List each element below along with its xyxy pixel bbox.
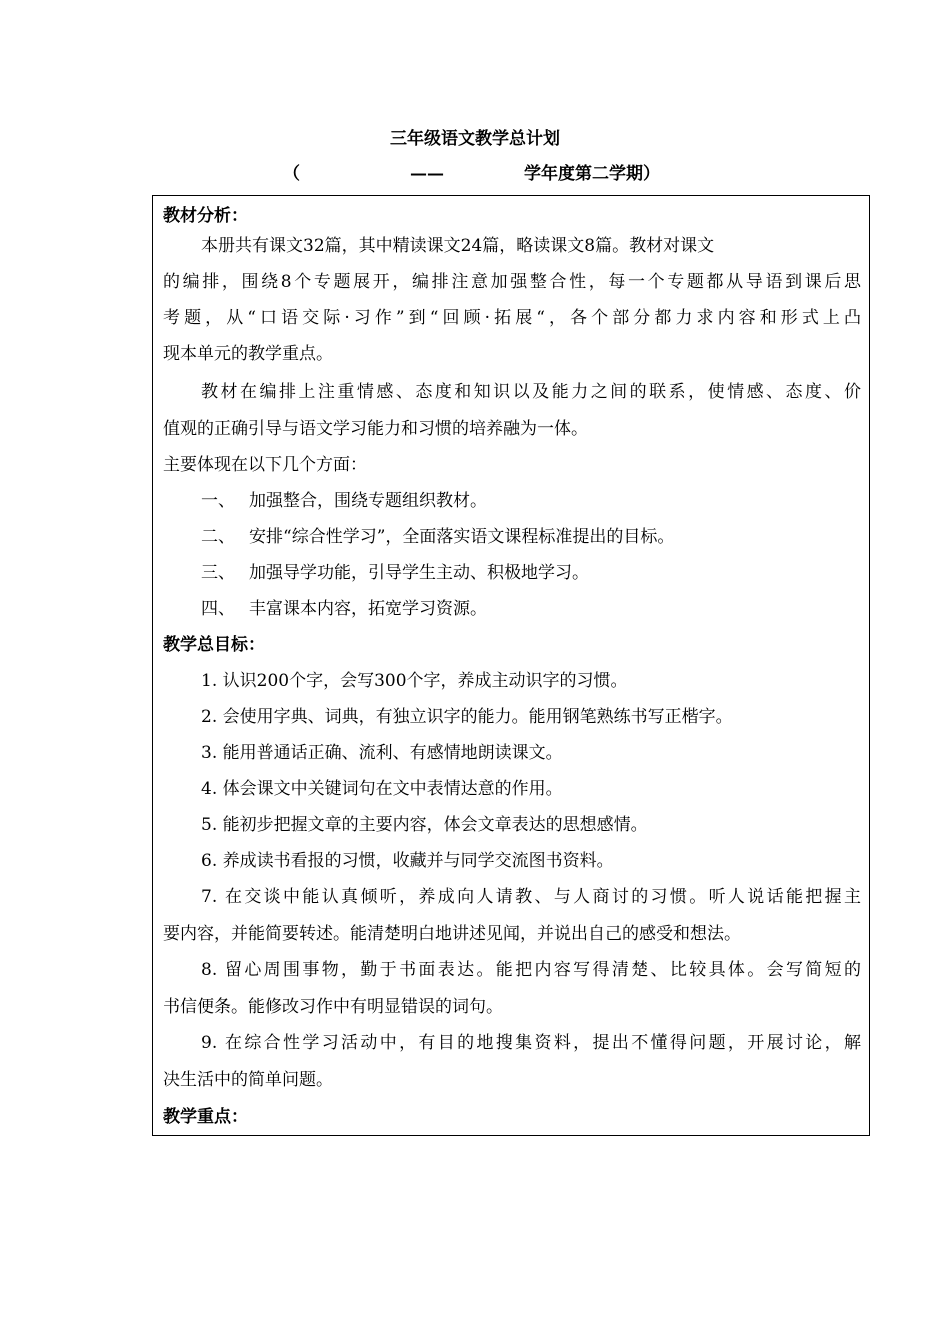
paragraph-line: 本册共有课文32篇，其中精读课文24篇，略读课文8篇。教材对课文	[201, 236, 715, 256]
section-heading-analysis: 教材分析：	[163, 206, 248, 226]
goal-line: 书信便条。能修改习作中有明显错误的词句。	[163, 997, 503, 1017]
list-item	[201, 597, 487, 621]
paragraph-line: 现本单元的教学重点。	[163, 344, 333, 364]
list-item	[201, 525, 674, 549]
goal-line: 4. 体会课文中关键词句在文中表情达意的作用。	[201, 779, 563, 799]
goal-line: 6. 养成读书看报的习惯，收藏并与同学交流图书资料。	[201, 851, 614, 871]
document-title: 三年级语文教学总计划	[390, 129, 560, 149]
list-item	[201, 489, 487, 513]
list-item-text: 丰富课本内容，拓宽学习资源。	[249, 599, 487, 619]
goal-line: 8. 留心周围事物，勤于书面表达。能把内容写得清楚、比较具体。会写简短的	[201, 960, 861, 980]
paragraph-line: 主要体现在以下几个方面：	[163, 455, 367, 475]
list-item-text: 加强整合，围绕专题组织教材。	[249, 491, 487, 511]
document-subtitle	[0, 162, 950, 186]
goal-line: 1. 认识200个字，会写300个字，养成主动识字的习惯。	[201, 671, 628, 691]
list-item-marker: 四、	[201, 599, 235, 619]
subtitle-dash: ——	[410, 164, 444, 184]
goal-line: 7. 在交谈中能认真倾听，养成向人请教、与人商讨的习惯。听人说话能把握主	[201, 887, 861, 907]
goal-line: 3. 能用普通话正确、流利、有感情地朗读课文。	[201, 743, 563, 763]
subtitle-open-paren: （	[283, 164, 300, 184]
list-item-marker: 三、	[201, 563, 235, 583]
goal-line: 9. 在综合性学习活动中，有目的地搜集资料，提出不懂得问题，开展讨论，解	[201, 1033, 861, 1053]
paragraph-line: 值观的正确引导与语文学习能力和习惯的培养融为一体。	[163, 419, 588, 439]
list-item-text: 安排“综合性学习”，全面落实语文课程标准提出的目标。	[249, 527, 675, 547]
list-item-text: 加强导学功能，引导学生主动、积极地学习。	[249, 563, 589, 583]
subtitle-term: 学年度第二学期）	[524, 164, 660, 184]
section-heading-focus: 教学重点：	[163, 1107, 248, 1127]
goal-line: 决生活中的简单问题。	[163, 1070, 333, 1090]
paragraph-line: 考题，从“口语交际·习作”到“回顾·拓展“，各个部分都力求内容和形式上凸	[163, 308, 861, 328]
list-item-marker: 二、	[201, 527, 235, 547]
section-heading-goals: 教学总目标：	[163, 635, 265, 655]
list-item-marker: 一、	[201, 491, 235, 511]
goal-line: 5. 能初步把握文章的主要内容，体会文章表达的思想感情。	[201, 815, 648, 835]
list-item	[201, 561, 589, 585]
paragraph-line: 的编排，围绕8个专题展开，编排注意加强整合性，每一个专题都从导语到课后思	[163, 272, 861, 292]
goal-line: 2. 会使用字典、词典，有独立识字的能力。能用钢笔熟练书写正楷字。	[201, 707, 733, 727]
goal-line: 要内容，并能简要转述。能清楚明白地讲述见闻，并说出自己的感受和想法。	[163, 924, 741, 944]
paragraph-line: 教材在编排上注重情感、态度和知识以及能力之间的联系，使情感、态度、价	[201, 382, 861, 402]
plan-table	[152, 195, 870, 1136]
